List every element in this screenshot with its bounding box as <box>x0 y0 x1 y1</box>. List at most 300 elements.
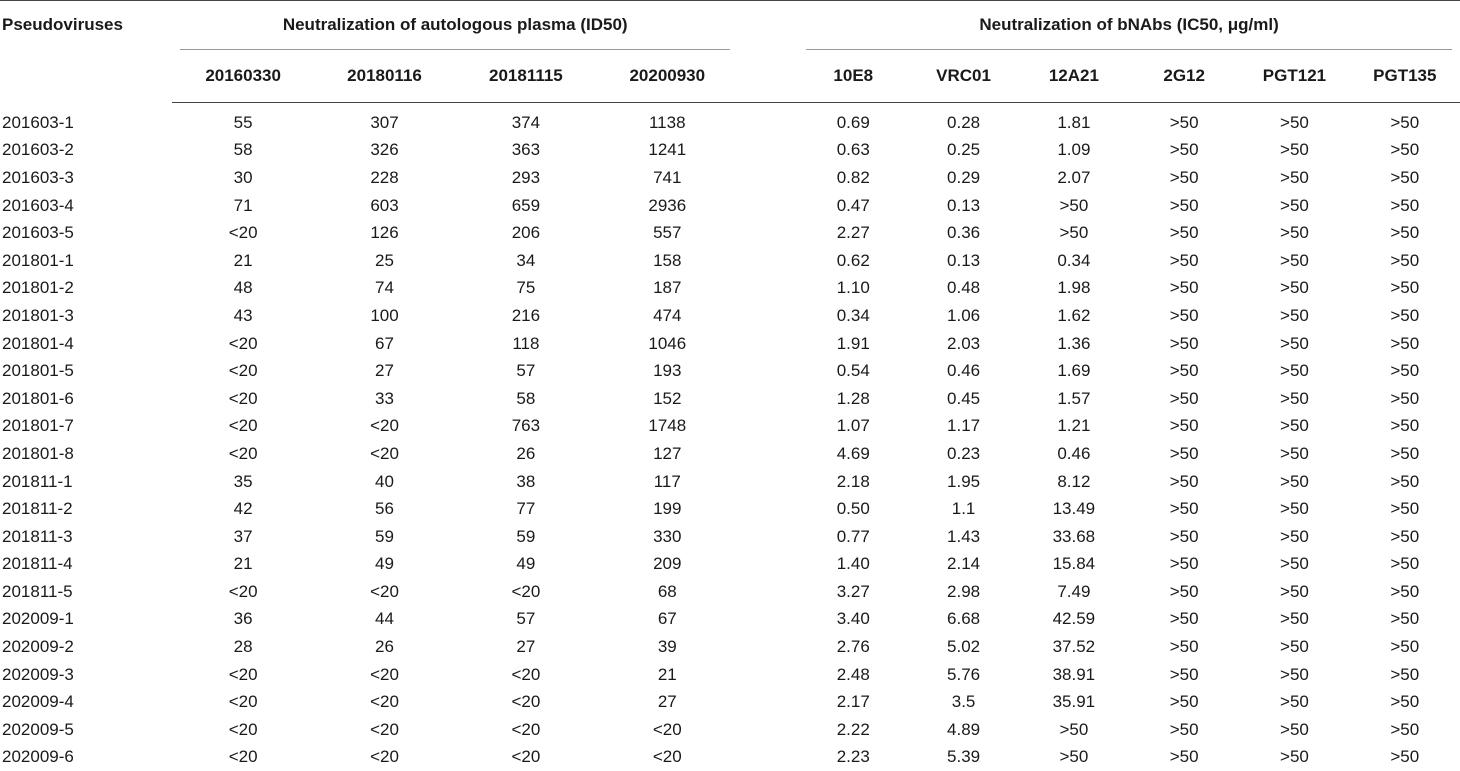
autologous-value: <20 <box>597 744 738 771</box>
pseudovirus-name: 202009-5 <box>0 716 172 744</box>
bnab-value: 0.34 <box>798 302 908 330</box>
row-spacer <box>738 440 798 468</box>
autologous-value: 55 <box>172 103 313 137</box>
bnab-value: >50 <box>1019 744 1129 771</box>
autologous-value: 603 <box>314 192 455 220</box>
bnab-value: 5.76 <box>908 661 1018 689</box>
bnab-value: >50 <box>1019 192 1129 220</box>
bnab-value: >50 <box>1239 744 1349 771</box>
bnab-value: 0.13 <box>908 247 1018 275</box>
header-spacer <box>738 50 798 103</box>
autologous-value: 1138 <box>597 103 738 137</box>
column-header-autologous-20200930: 20200930 <box>597 50 738 103</box>
pseudovirus-name: 201811-5 <box>0 578 172 606</box>
pseudovirus-name: 201801-5 <box>0 357 172 385</box>
bnab-group-label: Neutralization of bNAbs (IC50, μg/ml) <box>806 1 1452 50</box>
autologous-value: 49 <box>455 551 596 579</box>
table-row <box>0 357 1460 385</box>
bnab-value: 0.36 <box>908 219 1018 247</box>
autologous-value: 474 <box>597 302 738 330</box>
bnab-value: >50 <box>1239 495 1349 523</box>
bnab-value: >50 <box>1129 468 1239 496</box>
autologous-value: 126 <box>314 219 455 247</box>
bnab-value: >50 <box>1129 164 1239 192</box>
bnab-value: >50 <box>1350 440 1460 468</box>
table-row <box>0 716 1460 744</box>
autologous-value: 21 <box>597 661 738 689</box>
row-spacer <box>738 103 798 137</box>
table-row <box>0 523 1460 551</box>
table-row <box>0 275 1460 303</box>
autologous-value: 209 <box>597 551 738 579</box>
autologous-value: <20 <box>455 716 596 744</box>
autologous-value: 39 <box>597 633 738 661</box>
autologous-value: 741 <box>597 164 738 192</box>
pseudovirus-name: 202009-4 <box>0 688 172 716</box>
bnab-value: >50 <box>1129 247 1239 275</box>
autologous-value: 71 <box>172 192 313 220</box>
bnab-value: >50 <box>1350 275 1460 303</box>
bnab-value: >50 <box>1129 606 1239 634</box>
bnab-value: >50 <box>1129 633 1239 661</box>
bnab-value: >50 <box>1239 275 1349 303</box>
bnab-value: >50 <box>1019 219 1129 247</box>
row-spacer <box>738 357 798 385</box>
autologous-value: 68 <box>597 578 738 606</box>
table-row <box>0 578 1460 606</box>
autologous-value: 59 <box>314 523 455 551</box>
bnab-value: 2.48 <box>798 661 908 689</box>
autologous-value: 307 <box>314 103 455 137</box>
autologous-value: 58 <box>455 385 596 413</box>
autologous-value: 199 <box>597 495 738 523</box>
bnab-value: >50 <box>1350 716 1460 744</box>
pseudovirus-name: 201801-8 <box>0 440 172 468</box>
bnab-value: 1.81 <box>1019 103 1129 137</box>
autologous-value: 48 <box>172 275 313 303</box>
autologous-value: 33 <box>314 385 455 413</box>
bnab-value: 2.27 <box>798 219 908 247</box>
bnab-value: 0.29 <box>908 164 1018 192</box>
pseudovirus-name: 202009-2 <box>0 633 172 661</box>
bnab-value: >50 <box>1129 744 1239 771</box>
pseudovirus-name: 201801-6 <box>0 385 172 413</box>
autologous-value: 27 <box>314 357 455 385</box>
bnab-value: >50 <box>1350 688 1460 716</box>
bnab-value: >50 <box>1129 275 1239 303</box>
bnab-value: >50 <box>1129 137 1239 165</box>
bnab-value: >50 <box>1239 357 1349 385</box>
autologous-value: 28 <box>172 633 313 661</box>
pseudovirus-name: 201603-2 <box>0 137 172 165</box>
autologous-value: <20 <box>455 578 596 606</box>
bnab-value: >50 <box>1129 219 1239 247</box>
autologous-value: 206 <box>455 219 596 247</box>
autologous-value: 187 <box>597 275 738 303</box>
bnab-value: 0.69 <box>798 103 908 137</box>
bnab-value: >50 <box>1129 495 1239 523</box>
table-row <box>0 219 1460 247</box>
bnab-value: 2.07 <box>1019 164 1129 192</box>
bnab-value: 1.95 <box>908 468 1018 496</box>
bnab-value: 1.17 <box>908 413 1018 441</box>
autologous-value: 30 <box>172 164 313 192</box>
row-spacer <box>738 247 798 275</box>
autologous-value: 21 <box>172 551 313 579</box>
bnab-value: >50 <box>1129 551 1239 579</box>
pseudovirus-name: 201603-5 <box>0 219 172 247</box>
bnab-value: 0.34 <box>1019 247 1129 275</box>
autologous-value: <20 <box>314 661 455 689</box>
autologous-value: 36 <box>172 606 313 634</box>
bnab-value: >50 <box>1129 661 1239 689</box>
autologous-value: 26 <box>455 440 596 468</box>
autologous-group-header <box>172 1 738 51</box>
autologous-value: 117 <box>597 468 738 496</box>
autologous-value: <20 <box>314 688 455 716</box>
autologous-value: <20 <box>172 413 313 441</box>
column-header-bnab-10e8: 10E8 <box>798 50 908 103</box>
bnab-value: 1.43 <box>908 523 1018 551</box>
bnab-value: >50 <box>1239 385 1349 413</box>
row-spacer <box>738 551 798 579</box>
bnab-value: 1.10 <box>798 275 908 303</box>
bnab-value: >50 <box>1129 357 1239 385</box>
bnab-value: 0.45 <box>908 385 1018 413</box>
bnab-value: 0.62 <box>798 247 908 275</box>
autologous-value: <20 <box>314 716 455 744</box>
header-column-row <box>0 50 1460 103</box>
bnab-value: 42.59 <box>1019 606 1129 634</box>
bnab-value: >50 <box>1129 192 1239 220</box>
autologous-value: <20 <box>172 385 313 413</box>
bnab-value: >50 <box>1350 219 1460 247</box>
autologous-value: 57 <box>455 606 596 634</box>
pseudovirus-name: 201801-4 <box>0 330 172 358</box>
autologous-value: 57 <box>455 357 596 385</box>
bnab-value: 1.40 <box>798 551 908 579</box>
bnab-value: 0.48 <box>908 275 1018 303</box>
table-row <box>0 606 1460 634</box>
autologous-value: 152 <box>597 385 738 413</box>
pseudovirus-name: 201603-3 <box>0 164 172 192</box>
autologous-value: 1241 <box>597 137 738 165</box>
bnab-value: 0.63 <box>798 137 908 165</box>
bnab-value: >50 <box>1350 495 1460 523</box>
autologous-value: 67 <box>314 330 455 358</box>
table-row <box>0 633 1460 661</box>
pseudovirus-name: 201811-2 <box>0 495 172 523</box>
pseudoviruses-header: Pseudoviruses <box>0 1 172 103</box>
autologous-value: <20 <box>314 578 455 606</box>
autologous-value: <20 <box>172 357 313 385</box>
bnab-value: >50 <box>1350 523 1460 551</box>
autologous-value: 42 <box>172 495 313 523</box>
row-spacer <box>738 302 798 330</box>
bnab-value: 3.27 <box>798 578 908 606</box>
pseudovirus-name: 202009-1 <box>0 606 172 634</box>
bnab-value: >50 <box>1129 413 1239 441</box>
row-spacer <box>738 137 798 165</box>
autologous-value: 763 <box>455 413 596 441</box>
autologous-value: 49 <box>314 551 455 579</box>
table-row <box>0 744 1460 771</box>
bnab-value: >50 <box>1129 330 1239 358</box>
row-spacer <box>738 688 798 716</box>
autologous-value: 40 <box>314 468 455 496</box>
column-header-bnab-pgt135: PGT135 <box>1350 50 1460 103</box>
autologous-value: 21 <box>172 247 313 275</box>
autologous-value: <20 <box>172 440 313 468</box>
table-row <box>0 192 1460 220</box>
table-row <box>0 385 1460 413</box>
bnab-value: 2.14 <box>908 551 1018 579</box>
autologous-value: <20 <box>172 716 313 744</box>
table-body <box>0 103 1460 771</box>
pseudovirus-name: 201801-1 <box>0 247 172 275</box>
bnab-value: >50 <box>1350 192 1460 220</box>
row-spacer <box>738 385 798 413</box>
autologous-value: 38 <box>455 468 596 496</box>
bnab-value: 1.57 <box>1019 385 1129 413</box>
bnab-value: 8.12 <box>1019 468 1129 496</box>
bnab-value: >50 <box>1129 716 1239 744</box>
bnab-value: >50 <box>1129 440 1239 468</box>
bnab-value: 4.69 <box>798 440 908 468</box>
autologous-value: 557 <box>597 219 738 247</box>
bnab-group-header <box>798 1 1460 51</box>
autologous-value: 1748 <box>597 413 738 441</box>
bnab-value: >50 <box>1239 247 1349 275</box>
table-row <box>0 468 1460 496</box>
autologous-value: 100 <box>314 302 455 330</box>
bnab-value: 5.39 <box>908 744 1018 771</box>
row-spacer <box>738 164 798 192</box>
autologous-value: <20 <box>172 744 313 771</box>
autologous-value: 26 <box>314 633 455 661</box>
bnab-value: >50 <box>1350 744 1460 771</box>
pseudovirus-name: 201801-3 <box>0 302 172 330</box>
autologous-value: 659 <box>455 192 596 220</box>
bnab-value: 0.46 <box>1019 440 1129 468</box>
autologous-value: 27 <box>455 633 596 661</box>
bnab-value: >50 <box>1350 247 1460 275</box>
autologous-value: 118 <box>455 330 596 358</box>
bnab-value: 1.98 <box>1019 275 1129 303</box>
bnab-value: >50 <box>1350 413 1460 441</box>
autologous-value: 44 <box>314 606 455 634</box>
bnab-value: >50 <box>1239 688 1349 716</box>
pseudovirus-name: 201801-7 <box>0 413 172 441</box>
bnab-value: >50 <box>1239 716 1349 744</box>
autologous-value: 74 <box>314 275 455 303</box>
bnab-value: 1.09 <box>1019 137 1129 165</box>
autologous-value: <20 <box>172 219 313 247</box>
bnab-value: >50 <box>1239 633 1349 661</box>
table-row <box>0 330 1460 358</box>
bnab-value: 2.03 <box>908 330 1018 358</box>
bnab-value: 1.06 <box>908 302 1018 330</box>
row-spacer <box>738 578 798 606</box>
pseudovirus-name: 201811-1 <box>0 468 172 496</box>
autologous-value: 77 <box>455 495 596 523</box>
pseudovirus-name: 201811-4 <box>0 551 172 579</box>
bnab-value: 3.40 <box>798 606 908 634</box>
autologous-value: 293 <box>455 164 596 192</box>
autologous-value: 34 <box>455 247 596 275</box>
bnab-value: 33.68 <box>1019 523 1129 551</box>
bnab-value: 35.91 <box>1019 688 1129 716</box>
bnab-value: >50 <box>1350 606 1460 634</box>
bnab-value: 0.47 <box>798 192 908 220</box>
autologous-value: 2936 <box>597 192 738 220</box>
bnab-value: 2.23 <box>798 744 908 771</box>
autologous-value: 228 <box>314 164 455 192</box>
bnab-value: >50 <box>1350 330 1460 358</box>
bnab-value: >50 <box>1129 302 1239 330</box>
table-row <box>0 164 1460 192</box>
autologous-value: 43 <box>172 302 313 330</box>
bnab-value: >50 <box>1239 330 1349 358</box>
bnab-value: >50 <box>1350 468 1460 496</box>
row-spacer <box>738 661 798 689</box>
column-header-autologous-20160330: 20160330 <box>172 50 313 103</box>
autologous-value: <20 <box>172 661 313 689</box>
bnab-value: 1.62 <box>1019 302 1129 330</box>
bnab-value: >50 <box>1239 302 1349 330</box>
autologous-value: <20 <box>455 744 596 771</box>
bnab-value: >50 <box>1239 578 1349 606</box>
bnab-value: 1.07 <box>798 413 908 441</box>
bnab-value: >50 <box>1129 523 1239 551</box>
bnab-value: 3.5 <box>908 688 1018 716</box>
table-row <box>0 413 1460 441</box>
bnab-value: 6.68 <box>908 606 1018 634</box>
header-group-row <box>0 1 1460 51</box>
row-spacer <box>738 219 798 247</box>
autologous-value: <20 <box>172 688 313 716</box>
table-row <box>0 247 1460 275</box>
autologous-value: 363 <box>455 137 596 165</box>
bnab-value: >50 <box>1350 357 1460 385</box>
autologous-value: 56 <box>314 495 455 523</box>
row-spacer <box>738 330 798 358</box>
row-spacer <box>738 716 798 744</box>
pseudovirus-name: 201801-2 <box>0 275 172 303</box>
bnab-value: >50 <box>1239 164 1349 192</box>
autologous-value: 59 <box>455 523 596 551</box>
table-header <box>0 1 1460 103</box>
bnab-value: 15.84 <box>1019 551 1129 579</box>
bnab-value: 7.49 <box>1019 578 1129 606</box>
bnab-value: >50 <box>1239 137 1349 165</box>
autologous-value: <20 <box>314 744 455 771</box>
bnab-value: 0.82 <box>798 164 908 192</box>
bnab-value: 1.36 <box>1019 330 1129 358</box>
bnab-value: 4.89 <box>908 716 1018 744</box>
pseudovirus-name: 202009-6 <box>0 744 172 771</box>
table-row <box>0 688 1460 716</box>
bnab-value: >50 <box>1239 661 1349 689</box>
autologous-value: <20 <box>455 688 596 716</box>
table-row <box>0 440 1460 468</box>
autologous-value: 1046 <box>597 330 738 358</box>
column-header-bnab-pgt121: PGT121 <box>1239 50 1349 103</box>
table-row <box>0 103 1460 137</box>
bnab-value: >50 <box>1129 578 1239 606</box>
autologous-value: 25 <box>314 247 455 275</box>
header-spacer <box>738 1 798 51</box>
bnab-value: 0.46 <box>908 357 1018 385</box>
table-row <box>0 137 1460 165</box>
bnab-value: 1.91 <box>798 330 908 358</box>
column-header-bnab-2g12: 2G12 <box>1129 50 1239 103</box>
bnab-value: 0.28 <box>908 103 1018 137</box>
autologous-value: 75 <box>455 275 596 303</box>
bnab-value: >50 <box>1239 523 1349 551</box>
bnab-value: 13.49 <box>1019 495 1129 523</box>
bnab-value: >50 <box>1350 302 1460 330</box>
bnab-value: >50 <box>1129 385 1239 413</box>
autologous-value: <20 <box>314 413 455 441</box>
bnab-value: 0.25 <box>908 137 1018 165</box>
row-spacer <box>738 606 798 634</box>
bnab-value: >50 <box>1239 440 1349 468</box>
bnab-value: >50 <box>1239 219 1349 247</box>
bnab-value: 0.50 <box>798 495 908 523</box>
bnab-value: >50 <box>1129 103 1239 137</box>
bnab-value: >50 <box>1350 385 1460 413</box>
row-spacer <box>738 275 798 303</box>
row-spacer <box>738 192 798 220</box>
bnab-value: >50 <box>1350 578 1460 606</box>
autologous-value: 326 <box>314 137 455 165</box>
autologous-value: 330 <box>597 523 738 551</box>
bnab-value: 1.21 <box>1019 413 1129 441</box>
autologous-group-label: Neutralization of autologous plasma (ID50) <box>180 1 730 50</box>
pseudovirus-name: 201811-3 <box>0 523 172 551</box>
row-spacer <box>738 495 798 523</box>
bnab-value: 37.52 <box>1019 633 1129 661</box>
bnab-value: >50 <box>1350 164 1460 192</box>
autologous-value: <20 <box>172 578 313 606</box>
bnab-value: >50 <box>1239 103 1349 137</box>
bnab-value: >50 <box>1350 633 1460 661</box>
column-header-bnab-vrc01: VRC01 <box>908 50 1018 103</box>
bnab-value: 1.28 <box>798 385 908 413</box>
row-spacer <box>738 523 798 551</box>
autologous-value: 58 <box>172 137 313 165</box>
column-header-autologous-20181115: 20181115 <box>455 50 596 103</box>
bnab-value: 0.13 <box>908 192 1018 220</box>
pseudovirus-name: 201603-4 <box>0 192 172 220</box>
row-spacer <box>738 744 798 771</box>
table-row <box>0 302 1460 330</box>
column-header-autologous-20180116: 20180116 <box>314 50 455 103</box>
table-row <box>0 495 1460 523</box>
autologous-value: 27 <box>597 688 738 716</box>
column-header-bnab-12a21: 12A21 <box>1019 50 1129 103</box>
row-spacer <box>738 413 798 441</box>
bnab-value: >50 <box>1350 103 1460 137</box>
autologous-value: <20 <box>172 330 313 358</box>
bnab-value: >50 <box>1350 661 1460 689</box>
autologous-value: 158 <box>597 247 738 275</box>
pseudovirus-name: 201603-1 <box>0 103 172 137</box>
autologous-value: 216 <box>455 302 596 330</box>
row-spacer <box>738 468 798 496</box>
autologous-value: 374 <box>455 103 596 137</box>
